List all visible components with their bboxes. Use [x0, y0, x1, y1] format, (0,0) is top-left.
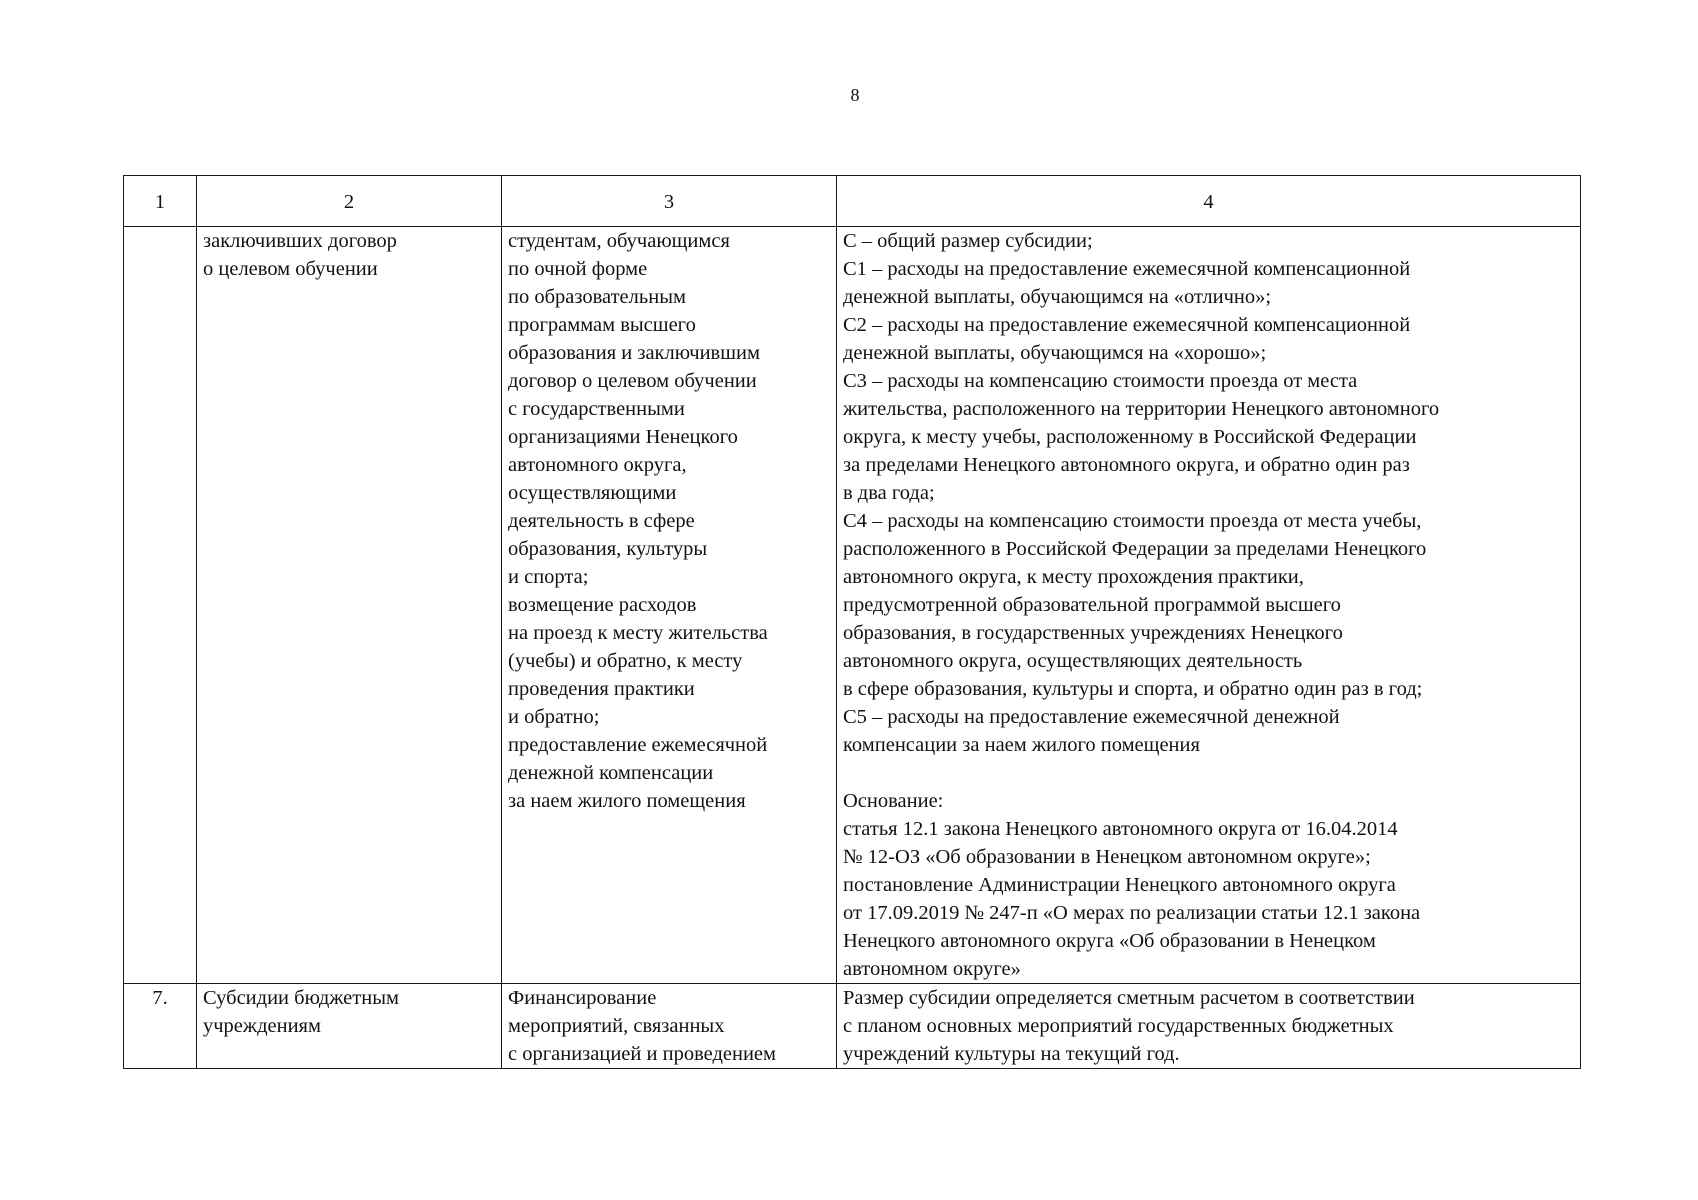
header-cell-2: 2: [197, 176, 502, 227]
text-line: договор о целевом обучении: [508, 370, 757, 392]
text-line: организациями Ненецкого: [508, 426, 738, 448]
text-line: проведения практики: [508, 678, 695, 700]
text-line: и обратно;: [508, 706, 600, 728]
text-line: учреждениям: [203, 1015, 321, 1037]
text-line: осуществляющими: [508, 482, 677, 504]
text-line: С – общий размер субсидии;: [843, 230, 1093, 252]
text-line: С2 – расходы на предоставление ежемесячной компенсационной: [843, 314, 1411, 336]
text-line: в сфере образования, культуры и спорта, и обратно один раз в год;: [843, 678, 1423, 700]
text-line: о целевом обучении: [203, 258, 378, 280]
text-line: Ненецкого автономного округа «Об образовании в Ненецком: [843, 930, 1376, 952]
text-line: по очной форме: [508, 258, 648, 280]
text-line: статья 12.1 закона Ненецкого автономного округа от 16.04.2014: [843, 818, 1398, 840]
text-line: Субсидии бюджетным: [203, 987, 399, 1009]
text-line: за наем жилого помещения: [508, 790, 746, 812]
text-line: Финансирование: [508, 987, 657, 1009]
text-line: Основание:: [843, 790, 944, 812]
text-line: предусмотренной образовательной программой высшего: [843, 594, 1341, 616]
row-number-cell: [124, 227, 197, 984]
text-line: программам высшего: [508, 314, 696, 336]
text-line: заключивших договор: [203, 230, 397, 252]
table-row-7: [124, 984, 1581, 1069]
recipient-cell: [197, 984, 502, 1069]
text-line: денежной выплаты, обучающимся на «отлично»;: [843, 286, 1272, 308]
text-line: постановление Администрации Ненецкого автономного округа: [843, 874, 1396, 896]
text-line: автономного округа,: [508, 454, 687, 476]
text-line: с государственными: [508, 398, 685, 420]
text-line: и спорта;: [508, 566, 589, 588]
text-line: с планом основных мероприятий государственных бюджетных: [843, 1015, 1394, 1037]
formula-cell: [837, 227, 1581, 984]
text-line: от 17.09.2019 № 247-п «О мерах по реализации статьи 12.1 закона: [843, 902, 1421, 924]
purpose-cell: [502, 227, 837, 984]
text-line: С4 – расходы на компенсацию стоимости проезда от места учебы,: [843, 510, 1422, 532]
text-line: № 12-ОЗ «Об образовании в Ненецком автономном округе»;: [843, 846, 1371, 868]
text-line: в два года;: [843, 482, 935, 504]
text-line: предоставление ежемесячной: [508, 734, 768, 756]
row-number-cell: 7.: [124, 984, 197, 1069]
text-line: С1 – расходы на предоставление ежемесячной компенсационной: [843, 258, 1411, 280]
text-line: С3 – расходы на компенсацию стоимости проезда от места: [843, 370, 1358, 392]
text-line: по образовательным: [508, 286, 686, 308]
header-cell-1: 1: [124, 176, 197, 227]
text-line: деятельность в сфере: [508, 510, 695, 532]
text-line: автономного округа, осуществляющих деятельность: [843, 650, 1303, 672]
text-line: денежной компенсации: [508, 762, 714, 784]
text-line: учреждений культуры на текущий год.: [843, 1043, 1180, 1065]
formula-description: [843, 227, 1574, 759]
text-line: мероприятий, связанных: [508, 1015, 725, 1037]
page-number: 8: [850, 85, 860, 105]
text-line: автономного округа, к месту прохождения практики,: [843, 566, 1304, 588]
text-line: автономном округе»: [843, 958, 1021, 980]
text-line: студентам, обучающимся: [508, 230, 730, 252]
text-line: за пределами Ненецкого автономного округа, и обратно один раз: [843, 454, 1410, 476]
text-line: на проезд к месту жительства: [508, 622, 768, 644]
paragraph-gap: [843, 759, 1574, 787]
text-line: Размер субсидии определяется сметным расчетом в соответствии: [843, 987, 1415, 1009]
recipient-cell: [197, 227, 502, 984]
purpose-cell: [502, 984, 837, 1069]
text-line: возмещение расходов: [508, 594, 697, 616]
text-line: С5 – расходы на предоставление ежемесячной денежной: [843, 706, 1340, 728]
text-line: образования, культуры: [508, 538, 708, 560]
table-header-row: [124, 176, 1581, 227]
text-line: образования, в государственных учреждениях Ненецкого: [843, 622, 1343, 644]
header-cell-4: 4: [837, 176, 1581, 227]
text-line: компенсации за наем жилого помещения: [843, 734, 1200, 756]
text-line: (учебы) и обратно, к месту: [508, 650, 743, 672]
text-line: образования и заключившим: [508, 342, 760, 364]
text-line: жительства, расположенного на территории Ненецкого автономного: [843, 398, 1440, 420]
text-line: расположенного в Российской Федерации за пределами Ненецкого: [843, 538, 1427, 560]
header-cell-3: 3: [502, 176, 837, 227]
text-line: денежной выплаты, обучающимся на «хорошо»;: [843, 342, 1267, 364]
text-line: с организацией и проведением: [508, 1043, 777, 1065]
legal-basis: [843, 787, 1574, 983]
table-row-continued: [124, 227, 1581, 984]
text-line: округа, к месту учебы, расположенному в Российской Федерации: [843, 426, 1417, 448]
data-table: [123, 175, 1581, 1069]
formula-cell: [837, 984, 1581, 1069]
